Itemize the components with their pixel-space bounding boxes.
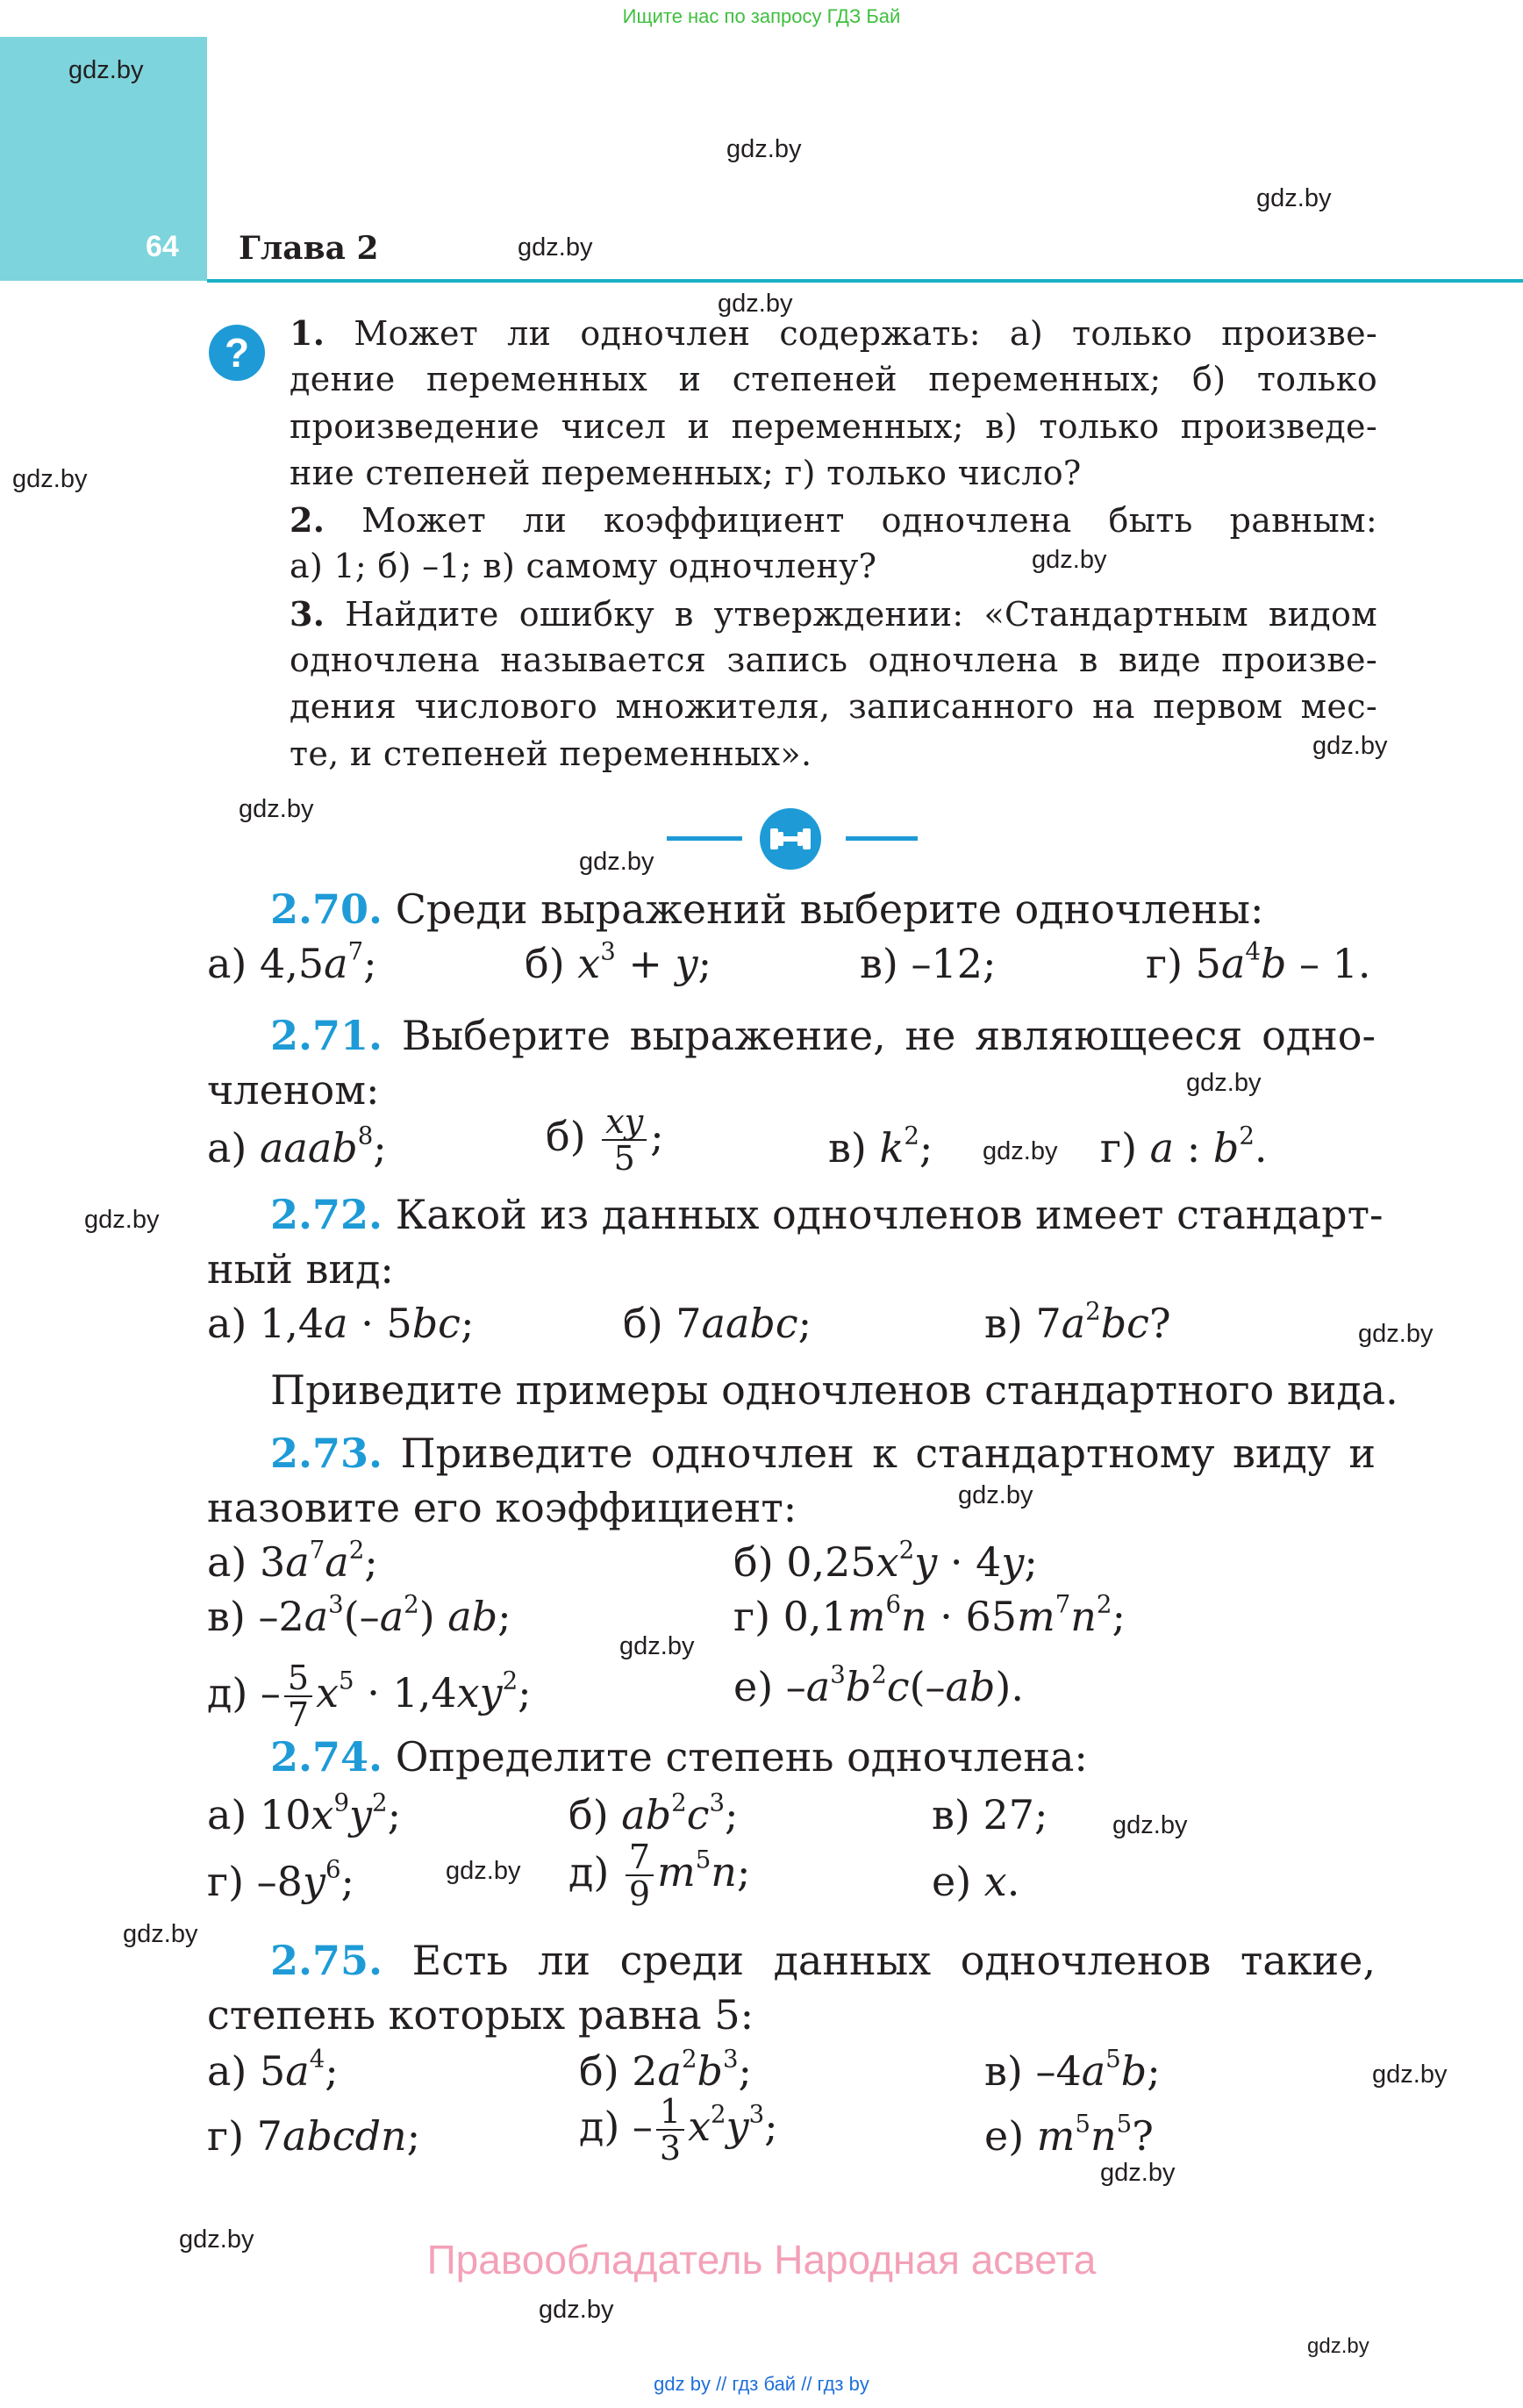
watermark: gdz.by	[68, 56, 144, 84]
exercise-number: 2.71.	[270, 1012, 383, 1059]
question-line: а) 1; б) –1; в) самому одночлену?	[290, 547, 877, 586]
exercise-number: 2.74.	[270, 1733, 383, 1781]
option: а) $4,5a^7$;	[207, 936, 377, 987]
option: е) x.	[932, 1858, 1020, 1905]
watermark: gdz.by	[1256, 184, 1332, 212]
question-number: 1.	[290, 313, 325, 353]
exercise-text: Приведите примеры одночленов стандартного вида.	[270, 1366, 1398, 1414]
option: а) 1,4a · 5bc;	[207, 1300, 475, 1347]
watermark: gdz.by	[12, 465, 88, 493]
exercise-text: Среди выражений выберите одночлены:	[395, 885, 1264, 933]
exercise-2-72	[270, 1188, 1384, 1241]
watermark: gdz.by	[239, 795, 314, 823]
divider-line	[667, 836, 742, 841]
watermark: gdz.by	[1032, 546, 1107, 574]
watermark: gdz.by	[179, 2225, 254, 2254]
watermark: gdz.by	[983, 1137, 1058, 1165]
question-line: те, и степеней переменных».	[290, 734, 812, 773]
option: е) $m^5n^5$?	[984, 2109, 1154, 2160]
exercise-text: членом:	[207, 1066, 380, 1114]
watermark: gdz.by	[958, 1481, 1033, 1509]
option: г) a : $b^2$.	[1100, 1121, 1268, 1172]
exercise-2-73	[270, 1427, 1376, 1480]
chapter-title: Глава 2	[239, 230, 379, 267]
watermark: gdz.by	[1100, 2159, 1176, 2187]
footer-links[interactable]: gdz by // гдз бай // гдз by	[654, 2373, 869, 2395]
exercise-text: степень которых равна 5:	[207, 1991, 754, 2039]
question-number: 2.	[290, 500, 325, 541]
exercise-number: 2.75.	[270, 1937, 383, 1984]
option: д) – $\frac{5}{7}$ $x^5 \cdot 1,4xy^2$;	[207, 1659, 532, 1734]
watermark: gdz.by	[718, 290, 793, 318]
question-line: дения числового множителя, записанного на первом мес-	[290, 687, 1377, 727]
watermark: gdz.by	[619, 1632, 695, 1660]
question-line: ние степеней переменных; г) только число?	[290, 453, 1082, 492]
option: в) –12;	[860, 940, 997, 987]
dumbbell-icon	[760, 808, 821, 870]
exercise-2-74	[270, 1731, 1088, 1783]
watermark: gdz.by	[123, 1920, 198, 1948]
watermark: gdz.by	[518, 233, 593, 262]
exercise-text: назовите его коэффициент:	[207, 1484, 797, 1531]
option: б) $0,25x^2y \cdot 4y$;	[733, 1535, 1038, 1586]
exercise-number: 2.73.	[270, 1430, 383, 1477]
option: г) 7abcdn;	[207, 2112, 421, 2160]
option: б) 7aabc;	[623, 1300, 812, 1347]
option: а) $3a^7a^2$;	[207, 1535, 378, 1586]
exercise-text: Есть ли среди данных одночленов такие,	[411, 1937, 1376, 1984]
page-number: 64	[146, 230, 179, 263]
question-line: Может ли коэффициент одночлена быть равным:	[361, 501, 1377, 541]
option: б) $2a^2b^3$;	[579, 2044, 753, 2095]
option: в) $-2a^3(-a^2)$ ab;	[207, 1589, 511, 1640]
option: а) $10x^9y^2$;	[207, 1788, 402, 1838]
exercise-text: Какой из данных одночленов имеет стандарт-	[395, 1191, 1384, 1238]
option: в) $k^2$;	[828, 1121, 933, 1172]
option: д) – $\frac{1}{3}$ $x^2y^3$;	[579, 2092, 778, 2168]
question-line: произведение чисел и переменных; в) только произведе-	[290, 406, 1377, 446]
question-number: 3.	[290, 593, 325, 634]
question-line: дение переменных и степеней переменных; б) только	[290, 360, 1377, 399]
watermark: gdz.by	[1358, 1320, 1434, 1348]
watermark: gdz.by	[539, 2296, 614, 2324]
exercise-2-71	[270, 1009, 1376, 1062]
option: б) $\frac{xy}{5}$ ;	[546, 1102, 664, 1178]
option: в) 27;	[932, 1791, 1048, 1838]
question-line: Найдите ошибку в утверждении: «Стандартным видом	[345, 594, 1377, 634]
option: а) aaab$^8$;	[207, 1121, 387, 1172]
option: г) $0,1m^6n \cdot 65m^7n^2$;	[733, 1589, 1126, 1640]
option: а) $5a^4$;	[207, 2044, 339, 2095]
option: б) $ab^2c^3$;	[568, 1788, 739, 1838]
watermark: gdz.by	[446, 1857, 521, 1885]
exercise-text: ный вид:	[207, 1245, 394, 1293]
watermark: gdz.by	[1372, 2060, 1448, 2089]
option: б) $x^3 + y$;	[525, 936, 712, 987]
watermark: gdz.by	[1112, 1811, 1188, 1839]
option: д) $\frac{7}{9}$ $m^5n$;	[568, 1838, 751, 1913]
question-line: Может ли одночлен содержать: а) только произве-	[354, 314, 1377, 353]
option: в) $7a^2bc$?	[984, 1296, 1171, 1347]
exercise-2-75	[270, 1934, 1376, 1987]
option: е) $-a^3b^2c(-ab)$.	[733, 1659, 1024, 1710]
exercise-2-70	[270, 883, 1264, 935]
exercise-number: 2.72.	[270, 1191, 383, 1238]
exercise-number: 2.70.	[270, 885, 383, 933]
question-line: одночлена называется запись одночлена в виде произве-	[290, 641, 1377, 680]
watermark: gdz.by	[1312, 732, 1388, 760]
exercise-text: Выберите выражение, не являющееся одно-	[401, 1012, 1376, 1059]
option: г) $-8y^6$;	[207, 1854, 354, 1905]
top-banner: Ищите нас по запросу ГДЗ Бай	[622, 5, 901, 27]
watermark: gdz.by	[84, 1206, 160, 1234]
exercise-text: Определите степень одночлена:	[395, 1733, 1088, 1781]
divider-line	[846, 836, 918, 841]
watermark: gdz.by	[1186, 1069, 1262, 1097]
review-questions	[290, 310, 1377, 778]
copyright-notice: Правообладатель Народная асвета	[426, 2237, 1097, 2283]
watermark: gdz.by	[1307, 2334, 1369, 2358]
exercise-text: Приведите одночлен к стандартному виду и	[400, 1430, 1376, 1477]
watermark: gdz.by	[579, 848, 654, 876]
watermark: gdz.by	[726, 135, 802, 163]
option: в) $-4a^5b$;	[984, 2044, 1161, 2095]
option: г) $5a^4b - 1$.	[1146, 936, 1371, 987]
header-rule	[207, 279, 1523, 283]
question-icon: ?	[209, 325, 265, 381]
